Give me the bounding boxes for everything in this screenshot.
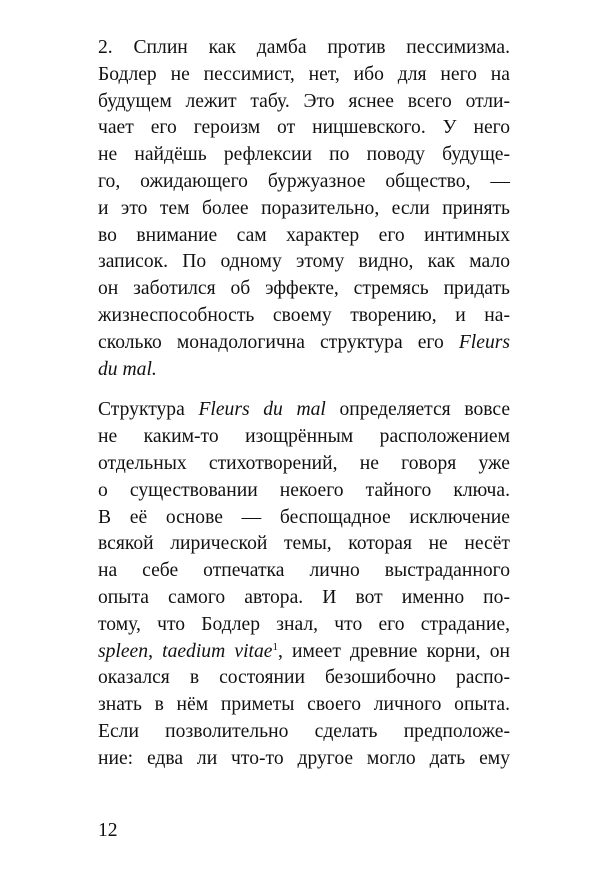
- text-line: [98, 639, 510, 666]
- text-run: сколько монадологична структура его: [98, 331, 459, 353]
- text-line: и это тем более поразительно, если принять: [98, 197, 510, 219]
- paragraph-1: [98, 35, 510, 383]
- text-line: 2. Сплин как дамба против пессимизма.: [98, 37, 510, 58]
- text-line: знать в нём приметы своего личного опыта.: [98, 694, 510, 716]
- italic-term: spleen: [98, 640, 149, 662]
- text-run: определяется вовсе: [325, 399, 511, 421]
- italic-title: Fleurs: [458, 331, 510, 353]
- text-run: , имеет древние корни, он: [277, 640, 510, 662]
- text-line: [98, 357, 510, 384]
- italic-title: Fleurs du mal: [198, 399, 326, 421]
- paragraph-2: [98, 397, 510, 772]
- text-line: будущем лежит табу. Это яснее всего отли-: [98, 90, 510, 112]
- text-line: записок. По одному этому видно, как мало: [98, 251, 510, 273]
- text-line: [98, 397, 510, 424]
- text-run: ,: [148, 640, 163, 662]
- text-line: оказался в состоянии безошибочно распо-: [98, 667, 510, 689]
- text-run: Структура: [98, 399, 199, 421]
- text-line: всякой лирической темы, которая не несёт: [98, 533, 510, 555]
- italic-title: du mal.: [98, 358, 157, 380]
- footnote-marker: 1: [272, 640, 278, 653]
- text-line: опыта самого автора. И вот именно по-: [98, 586, 510, 608]
- text-line: не каким-то изощрённым расположением: [98, 426, 510, 448]
- text-line: [98, 330, 510, 357]
- text-line: во внимание сам характер его интимных: [98, 224, 510, 246]
- italic-term: taedium vitae: [162, 640, 273, 662]
- text-line: он заботился об эффекте, стремясь придать: [98, 278, 510, 300]
- page-body: [98, 35, 510, 773]
- text-line: ние: едва ли что-то другое могло дать ему: [98, 747, 510, 769]
- text-line: В её основе — беспощадное исключение: [98, 506, 510, 528]
- text-line: не найдёшь рефлексии по поводу будуще-: [98, 144, 510, 166]
- text-line: тому, что Бодлер знал, что его страдание,: [98, 613, 510, 635]
- text-line: Если позволительно сделать предположе-: [98, 720, 510, 742]
- text-line: чает его героизм от ницшевского. У него: [98, 117, 510, 139]
- paragraph-gap: [98, 383, 510, 397]
- text-line: на себе отпечатка лично выстраданного: [98, 560, 510, 582]
- text-line: Бодлер не пессимист, нет, ибо для него на: [98, 63, 510, 85]
- page-number: 12: [98, 820, 118, 841]
- text-line: го, ожидающего буржуазное общество, —: [98, 170, 510, 192]
- text-line: о существовании некоего тайного ключа.: [98, 479, 510, 501]
- text-line: отдельных стихотворений, не говоря уже: [98, 452, 510, 474]
- text-line: жизнеспособность своему творению, и на-: [98, 304, 510, 326]
